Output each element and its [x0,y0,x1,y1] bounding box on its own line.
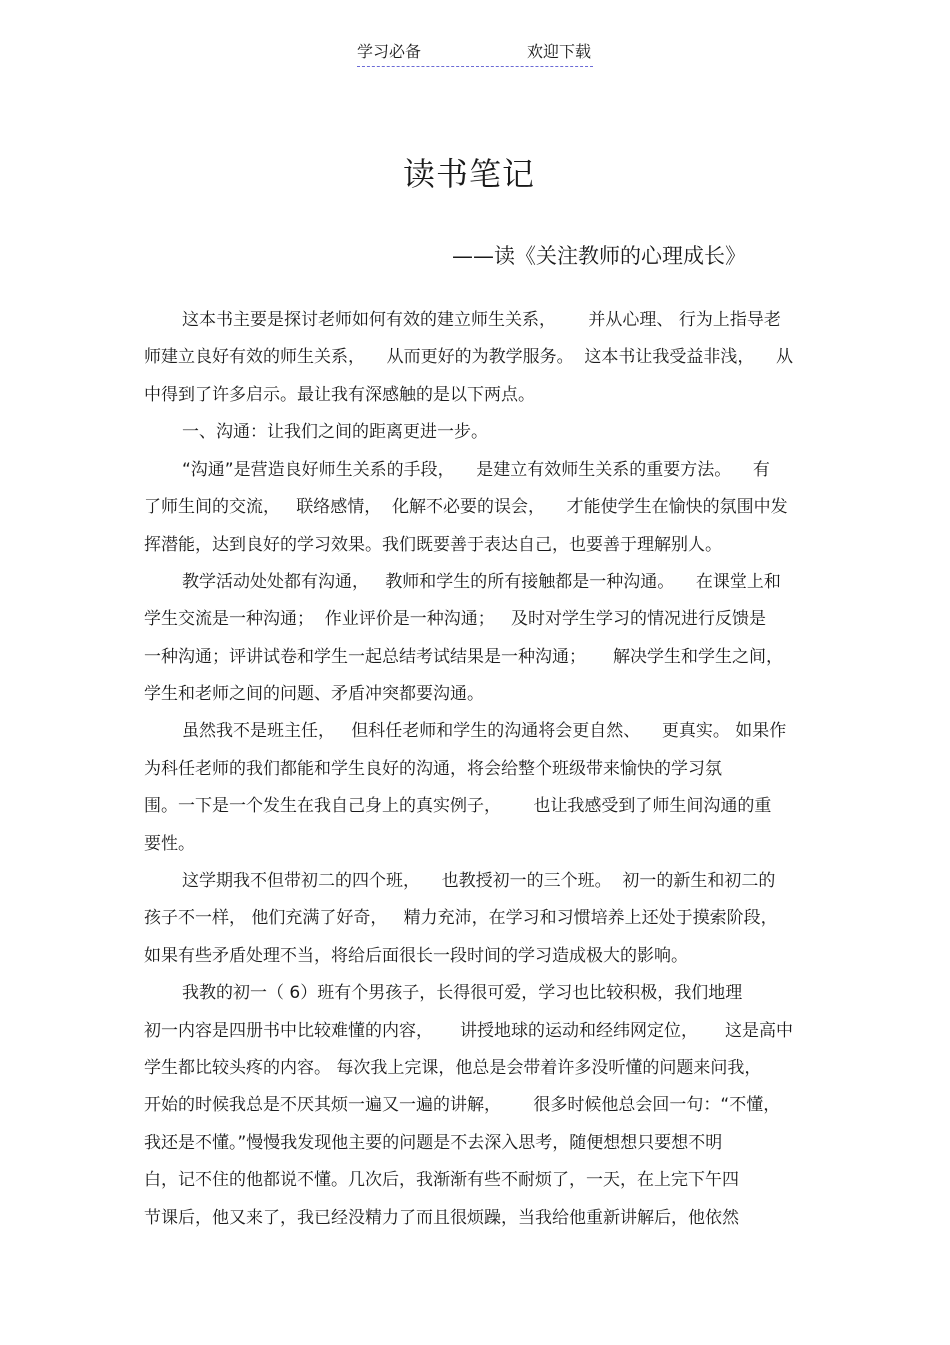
body-line: 节课后，他又来了，我已经没精力了而且很烦躁，当我给他重新讲解后，他依然 [144,1208,739,1228]
body-line: 初一内容是四册书中比较难懂的内容， 讲授地球的运动和经纬网定位， 这是高中 [144,1021,794,1041]
body-line: “沟通”是营造良好师生关系的手段， 是建立有效师生关系的重要方法。 有 [182,460,770,480]
body-line: 一、沟通：让我们之间的距离更进一步。 [182,422,488,442]
body-line: 中得到了许多启示。最让我有深感触的是以下两点。 [144,385,535,405]
page-header [357,40,593,67]
body-line: 白，记不住的他都说不懂。几次后，我渐渐有些不耐烦了，一天，在上完下午四 [144,1170,739,1190]
body-line: 学生交流是一种沟通； 作业评价是一种沟通； 及时对学生学习的情况进行反馈是 [144,609,767,629]
body-line: 为科任老师的我们都能和学生良好的沟通，将会给整个班级带来愉快的学习氛 [144,759,722,779]
body-line: 我教的初一（ 6）班有个男孩子，长得很可爱，学习也比较积极，我们地理 [182,983,743,1003]
body-line: 这学期我不但带初二的四个班， 也教授初一的三个班。 初一的新生和初二的 [182,871,776,891]
document-subtitle: ——读《关注教师的心理成长》 [452,244,746,268]
header-left-text: 学习必备 [357,42,422,61]
body-line: 孩子不一样， 他们充满了好奇， 精力充沛，在学习和习惯培养上还处于摸索阶段， [144,908,778,928]
body-line: 教学活动处处都有沟通， 教师和学生的所有接触都是一种沟通。 在课堂上和 [182,572,781,592]
document-title: 读书笔记 [402,155,535,193]
body-line: 这本书主要是探讨老师如何有效的建立师生关系， 并从心理、 行为上指导老 [182,310,781,330]
body-line: 学生都比较头疼的内容。 每次我上完课，他总是会带着许多没听懂的问题来问我， [144,1058,762,1078]
body-line: 虽然我不是班主任， 但科任老师和学生的沟通将会更自然、 更真实。 如果作 [182,721,787,741]
body-line: 了师生间的交流， 联络感情， 化解不必要的误会， 才能使学生在愉快的氛围中发 [144,497,788,517]
body-line: 师建立良好有效的师生关系， 从而更好的为教学服务。 这本书让我受益非浅， 从 [144,347,794,367]
body-line: 我还是不懂。”慢慢我发现他主要的问题是不去深入思考，随便想想只要想不明 [144,1133,723,1153]
body-line: 学生和老师之间的问题、矛盾冲突都要沟通。 [144,684,484,704]
body-line: 要性。 [144,834,195,854]
body-line: 一种沟通；评讲试卷和学生一起总结考试结果是一种沟通； 解决学生和学生之间， [144,647,784,667]
body-line: 开始的时候我总是不厌其烦一遍又一遍的讲解， 很多时候他总会回一句：“不懂， [144,1095,781,1115]
body-line: 围。一下是一个发生在我自己身上的真实例子， 也让我感受到了师生间沟通的重 [144,796,772,816]
body-line: 挥潜能，达到良好的学习效果。我们既要善于表达自己，也要善于理解别人。 [144,535,722,555]
header-right-text: 欢迎下载 [526,42,591,61]
body-line: 如果有些矛盾处理不当，将给后面很长一段时间的学习造成极大的影响。 [144,946,688,966]
